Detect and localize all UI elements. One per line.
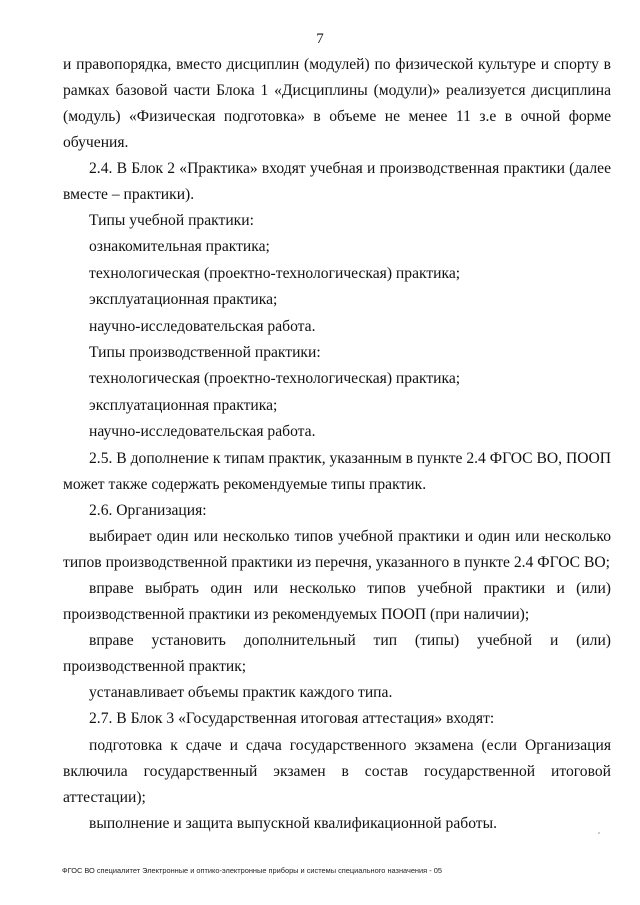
list-item: подготовка к сдаче и сдача государственного экзамена (если Организация включила государственный экзамен в состав государственной итоговой аттестации); — [63, 736, 611, 806]
paragraph-2-5: 2.5. В дополнение к типам практик, указанным в пункте 2.4 ФГОС ВО, ПООП может также содержать рекомендуемые типы практик. — [63, 449, 611, 493]
list-item: эксплуатационная практика; — [89, 291, 278, 309]
list-item: вправе установить дополнительный тип (типы) учебной и (или) производственной практик; — [63, 632, 611, 676]
scan-speck — [598, 832, 600, 834]
list-item: выполнение и защита выпускной квалификационной работы. — [89, 814, 497, 832]
list-item: научно-исследовательская работа. — [89, 423, 316, 441]
paragraph-2-7: 2.7. В Блок 3 «Государственная итоговая аттестация» входят: — [89, 710, 495, 728]
document-body — [63, 52, 611, 837]
paragraph-2-4: 2.4. В Блок 2 «Практика» входят учебная и производственная практики (далее вместе – практики). — [63, 160, 611, 203]
heading-production-practice-types: Типы производственной практики: — [89, 344, 321, 362]
list-item: ознакомительная практика; — [89, 238, 270, 256]
paragraph-continuation: и правопорядка, вместо дисциплин (модулей) по физической культуре и спорту в рамках базовой части Блока 1 «Дисциплины (модули)» реализуется дисциплина (модуль) «Физическая подготовка» в объеме не менее 11 з.е в очной форме обучения. — [63, 56, 611, 151]
list-item: устанавливает объемы практик каждого типа. — [89, 684, 393, 702]
list-item: технологическая (проектно-технологическая) практика; — [89, 264, 461, 282]
list-item: эксплуатационная практика; — [89, 396, 278, 414]
list-item: вправе выбрать один или несколько типов учебной практики и (или) производственной практики из рекомендуемых ПООП (при наличии); — [63, 580, 611, 624]
list-item: технологическая (проектно-технологическая) практика; — [89, 370, 461, 388]
list-item: научно-исследовательская работа. — [89, 317, 316, 335]
page-number: 7 — [316, 31, 324, 47]
page-footer: ФГОС ВО специалитет Электронные и оптико-электронные приборы и системы специального назначения - 05 — [62, 866, 442, 875]
list-item: выбирает один или несколько типов учебной практики и один или несколько типов производственной практики из перечня, указанного в пункте 2.4 ФГОС ВО; — [63, 528, 611, 572]
paragraph-2-6: 2.6. Организация: — [89, 501, 207, 519]
heading-educational-practice-types: Типы учебной практики: — [89, 212, 254, 229]
